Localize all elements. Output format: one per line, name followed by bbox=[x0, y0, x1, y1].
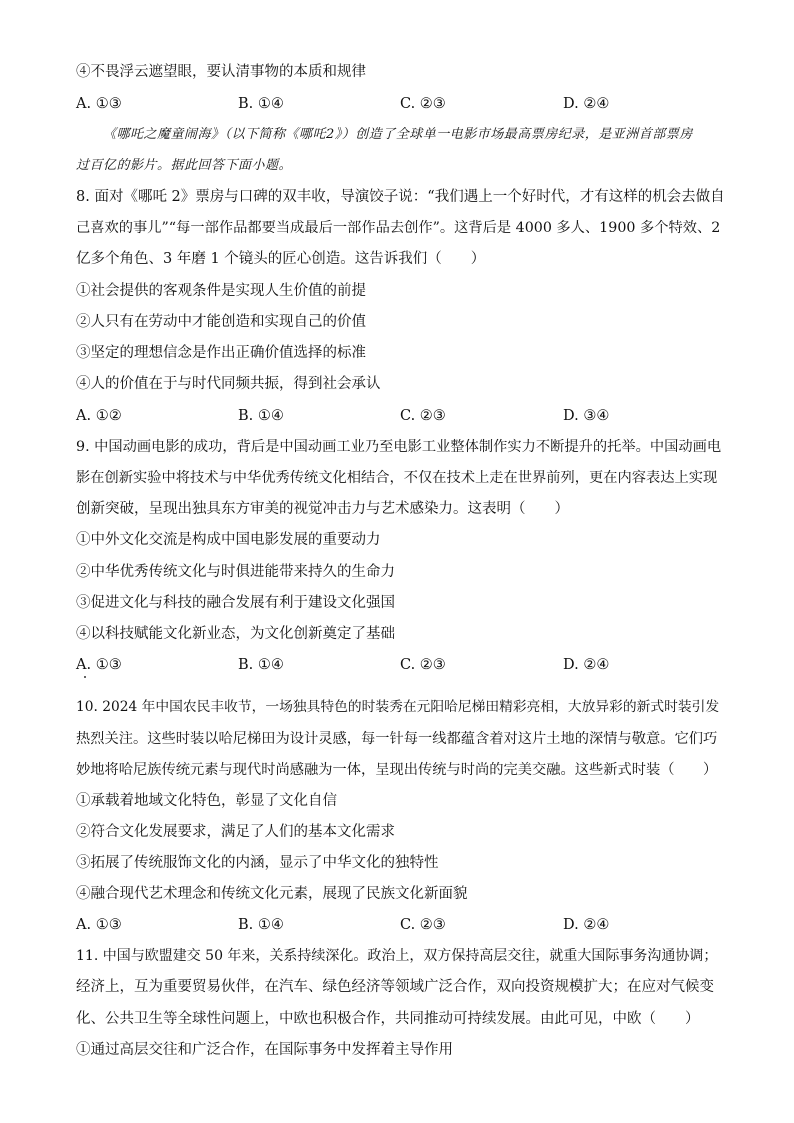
q10-option-1: ①承载着地域文化特色，彰显了文化自信 bbox=[76, 793, 337, 809]
q10-stem-2: 热烈关注。这些时装以哈尼梯田为设计灵感，每一针每一线都蕴含着对这片土地的深情与敬意。它们巧 bbox=[76, 731, 718, 747]
q8-option-4: ④人的价值在于与时代同频共振，得到社会承认 bbox=[76, 376, 381, 392]
q11-stem-1: 11. 中国与欧盟建交 50 年来，关系持续深化。政治上，双方保持高层交往，就重大国际事务沟通协调； bbox=[76, 948, 718, 964]
q10-choice-b: B. ①④ bbox=[238, 917, 284, 933]
q10-choice-c: C. ②③ bbox=[400, 917, 446, 933]
q9-choice-c: C. ②③ bbox=[400, 657, 446, 673]
q7-choice-b: B. ①④ bbox=[238, 96, 284, 112]
q9-choice-b: B. ①④ bbox=[238, 657, 284, 673]
q7-choice-d: D. ②④ bbox=[563, 96, 610, 112]
q8-option-1: ①社会提供的客观条件是实现人生价值的前提 bbox=[76, 283, 366, 299]
q11-option-1: ①通过高层交往和广泛合作，在国际事务中发挥着主导作用 bbox=[76, 1042, 453, 1058]
q9-choices bbox=[76, 655, 726, 675]
q10-option-3: ③拓展了传统服饰文化的内涵，显示了中华文化的独特性 bbox=[76, 855, 439, 871]
q10-stem-1: 10. 2024 年中国农民丰收节，一场独具特色的时装秀在元阳哈尼梯田精彩亮相，大放异彩的新式时装引发 bbox=[76, 699, 720, 715]
q8-choice-d: D. ③④ bbox=[563, 408, 610, 424]
q9-stem-1: 9. 中国动画电影的成功，背后是中国动画工业乃至电影工业整体制作实力不断提升的托举。中国动画电 bbox=[76, 439, 722, 455]
q7-choice-a: A. ①③ bbox=[76, 96, 122, 112]
q9-choice-a: A. ①③ bbox=[76, 657, 122, 673]
q10-option-4: ④融合现代艺术理念和传统文化元素，展现了民族文化新面貌 bbox=[76, 886, 468, 902]
q7-choices bbox=[76, 94, 726, 114]
q8-option-2: ②人只有在劳动中才能创造和实现自己的价值 bbox=[76, 314, 366, 330]
q8-stem-3: 亿多个角色、3 年磨 1 个镜头的匠心创造。这告诉我们（ ） bbox=[76, 251, 486, 267]
q10-option-2: ②符合文化发展要求，满足了人们的基本文化需求 bbox=[76, 824, 395, 840]
q9-option-3: ③促进文化与科技的融合发展有利于建设文化强国 bbox=[76, 595, 395, 611]
q8-choice-a: A. ①② bbox=[76, 408, 122, 424]
q10-choice-d: D. ②④ bbox=[563, 917, 610, 933]
q9-stem-2: 影在创新实验中将技术与中华优秀传统文化相结合，不仅在技术上走在世界前列，更在内容表达上实现 bbox=[76, 470, 718, 486]
stray-dot-mark bbox=[84, 676, 86, 678]
q9-choice-d: D. ②④ bbox=[563, 657, 610, 673]
q8-stem-2: 己喜欢的事儿”“每一部作品都要当成最后一部作品去创作”。这背后是 4000 多人、1900 多个特效、2 bbox=[76, 220, 721, 236]
q11-stem-3: 化、公共卫生等全球性问题上，中欧也积极合作，共同推动可持续发展。由此可见，中欧（ ） bbox=[76, 1011, 700, 1027]
q7-option-4: ④不畏浮云遮望眼，要认清事物的本质和规律 bbox=[76, 64, 366, 80]
q8-stem-1: 8. 面对《哪吒 2》票房与口碑的双丰收，导演饺子说：“我们遇上一个好时代，才有这样的机会去做自 bbox=[76, 189, 725, 205]
q10-choices bbox=[76, 915, 726, 935]
q9-stem-3: 创新突破，呈现出独具东方审美的视觉冲击力与艺术感染力。这表明（ ） bbox=[76, 501, 569, 517]
q8-choice-b: B. ①④ bbox=[238, 408, 284, 424]
material-line-2: 过百亿的影片。据此回答下面小题。 bbox=[76, 158, 293, 173]
material-line-1: 《哪吒之魔童闹海》（以下简称《哪吒2》）创造了全球单一电影市场最高票房纪录，是亚洲首部票房 bbox=[103, 127, 693, 142]
q8-choice-c: C. ②③ bbox=[400, 408, 446, 424]
q10-choice-a: A. ①③ bbox=[76, 917, 122, 933]
q9-option-1: ①中外文化交流是构成中国电影发展的重要动力 bbox=[76, 532, 381, 548]
q9-option-4: ④以科技赋能文化新业态，为文化创新奠定了基础 bbox=[76, 626, 395, 642]
q8-option-3: ③坚定的理想信念是作出正确价值选择的标准 bbox=[76, 345, 366, 361]
q10-stem-3: 妙地将哈尼族传统元素与现代时尚感融为一体，呈现出传统与时尚的完美交融。这些新式时装（ ） bbox=[76, 762, 718, 778]
q9-option-2: ②中华优秀传统文化与时俱进能带来持久的生命力 bbox=[76, 564, 395, 580]
q11-stem-2: 经济上，互为重要贸易伙伴，在汽车、绿色经济等领域广泛合作，双向投资规模扩大；在应对气候变 bbox=[76, 979, 714, 995]
q8-choices bbox=[76, 406, 726, 426]
q7-choice-c: C. ②③ bbox=[400, 96, 446, 112]
